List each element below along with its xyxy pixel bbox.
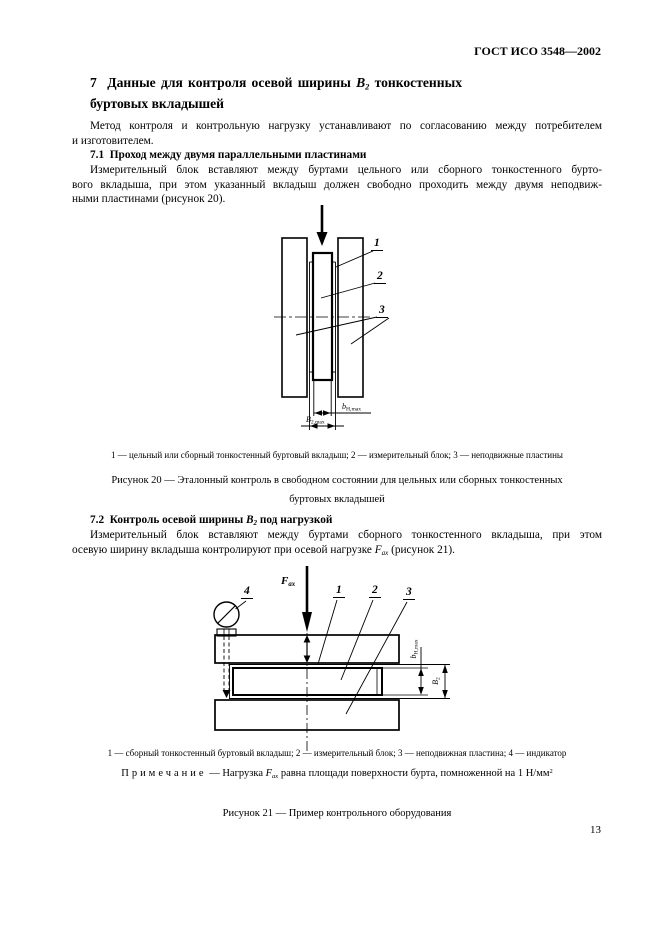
document-header: ГОСТ ИСО 3548—2002 [474,44,601,58]
paragraph-line: Измерительный блок вставляют между буртами цельного или сборного тонкостенного бурто- [90,164,602,176]
variable-sub: ax [272,772,279,780]
dim-sub: 2,max [310,419,325,426]
axial-load-arrow-icon [302,566,312,632]
variable-fax [375,544,389,556]
clearance-double-arrow-icon [304,635,311,663]
dim-sub: H,max [413,639,420,655]
fig20-dim-bh-max [342,403,361,411]
dim-sub: H,max [346,406,362,413]
dim-base: b [409,654,418,659]
figure-21-caption: Рисунок 21 — Пример контрольного оборудования [222,808,452,819]
variable-sub: 2 [365,81,370,92]
fig20-callout-3: 3 [376,305,388,318]
fixed-plates [282,238,363,397]
note-text: равна площади поверхности бурта, помноженной на 1 Н/мм [278,768,550,779]
caption-line: Рисунок 20 — Эталонный контроль в свободном состоянии для цельных или сборных тонкостенных [111,475,563,486]
caption-line: буртовых вкладышей [289,494,385,505]
fig20-dim-b2-max [306,416,325,424]
paragraph-line: ными пластинами (рисунок 20). [72,193,226,206]
intro-paragraph [72,119,602,148]
variable-base: F [374,543,382,556]
leader-lines [296,251,389,344]
variable-base: B [356,75,366,90]
section-7-heading-line2: буртовых вкладышей [90,96,224,111]
fig21-callout-2: 2 [369,585,381,598]
variable-base: B [245,514,254,526]
dim-base: B [306,415,311,424]
note-label: Примечание [121,768,207,779]
fig21-callout-4: 4 [241,586,253,599]
note-superscript: 2 [549,768,553,776]
note-text: — Нагрузка [206,768,266,779]
variable-sub: 2 [253,519,258,528]
figure-21-legend: 1 — сборный тонкостенный буртовый вкладыш; 2 — измерительный блок; 3 — неподвижная пластина; 4 — индикатор [107,748,567,758]
figure-21-drawing [170,563,470,760]
variable-fax [266,768,279,779]
paragraph-text: осевую ширину вкладыша контролируют при осевой нагрузке [72,543,375,556]
heading-text: тонкостенных [369,75,463,90]
section-72-paragraph [72,528,602,557]
variable-b2 [246,514,257,526]
figure-20-legend: 1 — цельный или сборный тонкостенный буртовый вкладыш; 2 — измерительный блок; 3 — неподвижные пластины [111,450,563,460]
paragraph-line [72,543,602,558]
fig20-callout-1: 1 [371,238,383,251]
heading-text: 7 Данные для контроля осевой ширины [90,75,357,90]
dim-sub: 2 [435,677,442,680]
variable-b2 [356,75,369,90]
variable-sub: ax [381,548,389,557]
paragraph-line: Измерительный блок вставляют между буртами сборного тонкостенного вкладыша, при этом [90,529,602,541]
heading-text: под нагрузкой [257,514,333,526]
paragraph-line: вого вкладыша, при этом указанный вкладыш должен свободно проходить между двумя неподвиж- [72,178,602,191]
fig21-dim-bh-max [410,629,418,669]
fig21-callout-3: 3 [403,587,415,600]
dim-base: b [342,402,346,411]
dim-base: B [431,679,440,685]
dimension-bh-max [314,410,371,415]
fig21-callout-1: 1 [333,585,345,598]
fig21-force-fax [281,576,295,587]
bearing-shell-lines [229,665,450,699]
fig21-dim-b2 [432,669,440,693]
variable-base: F [265,768,273,779]
section-7-heading [90,72,462,114]
figure-21-note [72,768,602,779]
leader-lines [236,600,408,714]
paragraph-text: (рисунок 21). [388,543,455,556]
paragraph-line: и изготовителем. [72,134,154,147]
section-7-heading-line1 [90,72,462,93]
section-71-heading: 7.1 Проход между двумя параллельными пластинами [90,149,367,161]
heading-text: 7.2 Контроль осевой ширины [90,514,246,526]
paragraph-line: Метод контроля и контрольную нагрузку устанавливают по согласованию между потребителем [90,120,602,132]
variable-base: F [281,575,289,587]
page-number: 13 [590,824,601,836]
variable-sub: ax [288,581,296,589]
dial-indicator-icon [214,602,239,636]
dimension-b2 [442,665,448,699]
measuring-block [313,253,332,380]
fig20-callout-2: 2 [374,271,386,284]
figure-20-caption [72,471,602,509]
load-arrow-icon [317,205,328,246]
section-72-heading [90,514,332,526]
measuring-block [233,668,382,695]
